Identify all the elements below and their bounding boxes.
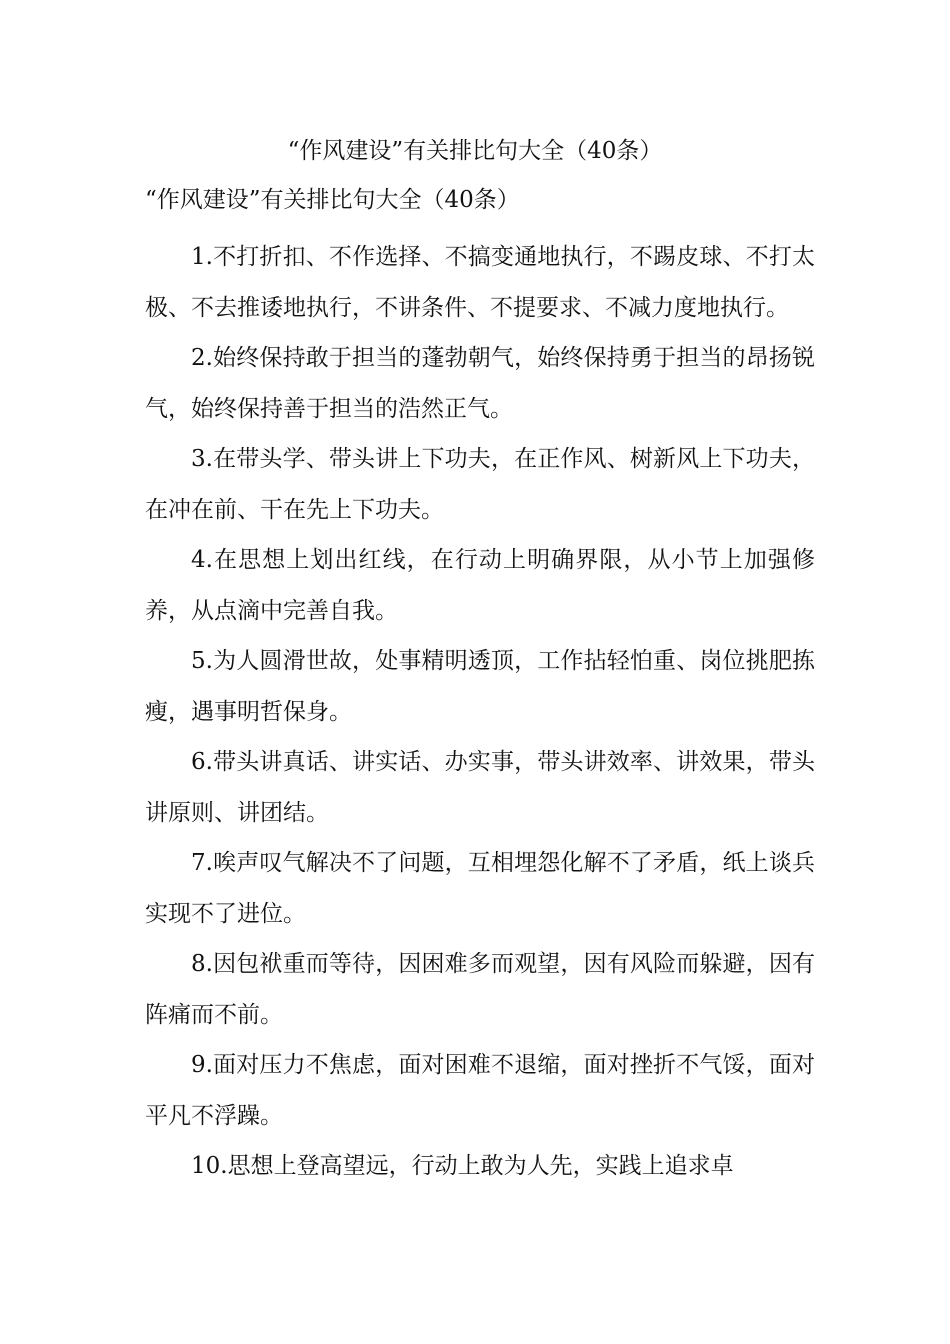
paragraph-item-9: 9.面对压力不焦虑，面对困难不退缩，面对挫折不气馁，面对平凡不浮躁。 (145, 1052, 815, 1129)
paragraph-item-3: 3.在带头学、带头讲上下功夫，在正作风、树新风上下功夫，在冲在前、干在先上下功夫。 (145, 446, 815, 523)
paragraph-item-6: 6.带头讲真话、讲实话、办实事，带头讲效率、讲效果，带头讲原则、讲团结。 (145, 749, 815, 826)
document-title: “作风建设”有关排比句大全（40条） (287, 138, 663, 164)
paragraph-item-1: 1.不打折扣、不作选择、不搞变通地执行，不踢皮球、不打太极、不去推诿地执行，不讲条件、不提要求、不减力度地执行。 (145, 244, 815, 321)
paragraph-item-4: 4.在思想上划出红线，在行动上明确界限，从小节上加强修养，从点滴中完善自我。 (145, 547, 815, 624)
document-subtitle: “作风建设”有关排比句大全（40条） (145, 187, 520, 213)
paragraph-item-8: 8.因包袱重而等待，因困难多而观望，因有风险而躲避，因有阵痛而不前。 (145, 951, 815, 1028)
document-body (145, 232, 815, 1192)
paragraph-item-10: 10.思想上登高望远，行动上敢为人先，实践上追求卓 (191, 1153, 734, 1179)
paragraph-item-2: 2.始终保持敢于担当的蓬勃朝气，始终保持勇于担当的昂扬锐气，始终保持善于担当的浩然正气。 (145, 345, 815, 422)
paragraph-item-7: 7.唉声叹气解决不了问题，互相埋怨化解不了矛盾，纸上谈兵实现不了进位。 (145, 850, 815, 927)
paragraph-item-5: 5.为人圆滑世故，处事精明透顶，工作拈轻怕重、岗位挑肥拣瘦，遇事明哲保身。 (145, 648, 815, 725)
